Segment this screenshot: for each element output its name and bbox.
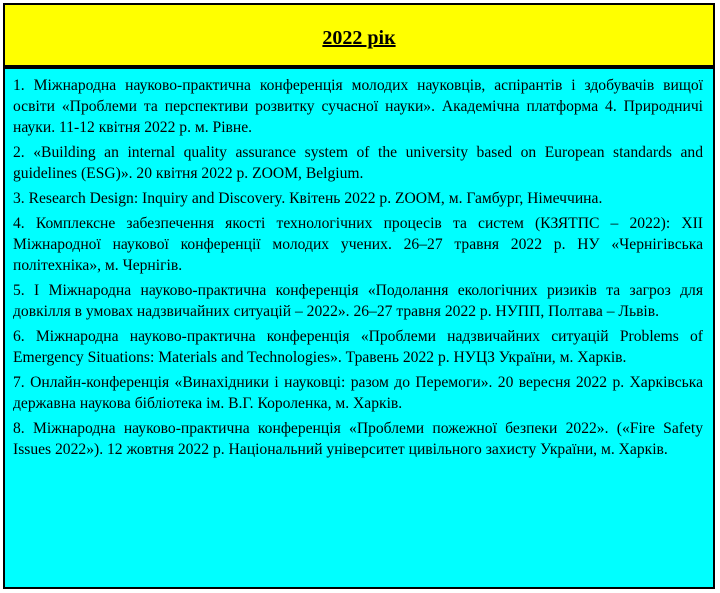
- slide: [3, 3, 715, 587]
- list-item-5: 5. І Міжнародна науково-практична конференція «Подолання екологічних ризиків та загроз для довкілля в умовах надзвичайних ситуацій – 2022». 26–27 травня 2022 р. НУПП, Полтава – Львів.: [13, 282, 703, 320]
- list-item-1: 1. Міжнародна науково-практична конференція молодих науковців, аспірантів і здобувачів вищої освіти «Проблеми та перспективи розвитку сучасної науки». Академічна платформа 4. Природничі науки. 11-12 квітня 2022 р. м. Рівне.: [13, 77, 703, 136]
- list-item-8: 8. Міжнародна науково-практична конференція «Проблеми пожежної безпеки 2022». («Fire Safety Issues 2022»). 12 жовтня 2022 р. Національний університет цивільного захисту України, м. Харків.: [13, 420, 703, 458]
- header-banner: [3, 3, 715, 67]
- list-item-3: 3. Research Design: Inquiry and Discovery. Квітень 2022 р. ZOOM, м. Гамбург, Німеччина.: [13, 190, 603, 207]
- list-item-2: 2. «Building an internal quality assurance system of the university based on European standards and guidelines (ESG)». 20 квітня 2022 р. ZOOM, Belgium.: [13, 144, 703, 182]
- page-title: 2022 рік: [322, 26, 396, 49]
- list-item-4: 4. Комплексне забезпечення якості технологічних процесів та систем (КЗЯТПС – 2022): XII Міжнародної наукової конференції молодих учених. 26–27 травня 2022 р. НУ «Чернігівська політехніка», м. Чернігів.: [13, 215, 703, 274]
- list-item-7: 7. Онлайн-конференція «Винахідники і науковці: разом до Перемоги». 20 вересня 2022 р. Харківська державна наукова бібліотека ім. В.Г. Короленка, м. Харків.: [13, 374, 703, 412]
- list-item-6: 6. Міжнародна науково-практична конференція «Проблеми надзвичайних ситуацій Problems of Emergency Situations: Materials and Technologies». Травень 2022 р. НУЦЗ України, м. Харків.: [13, 328, 703, 366]
- conference-list: [3, 67, 715, 589]
